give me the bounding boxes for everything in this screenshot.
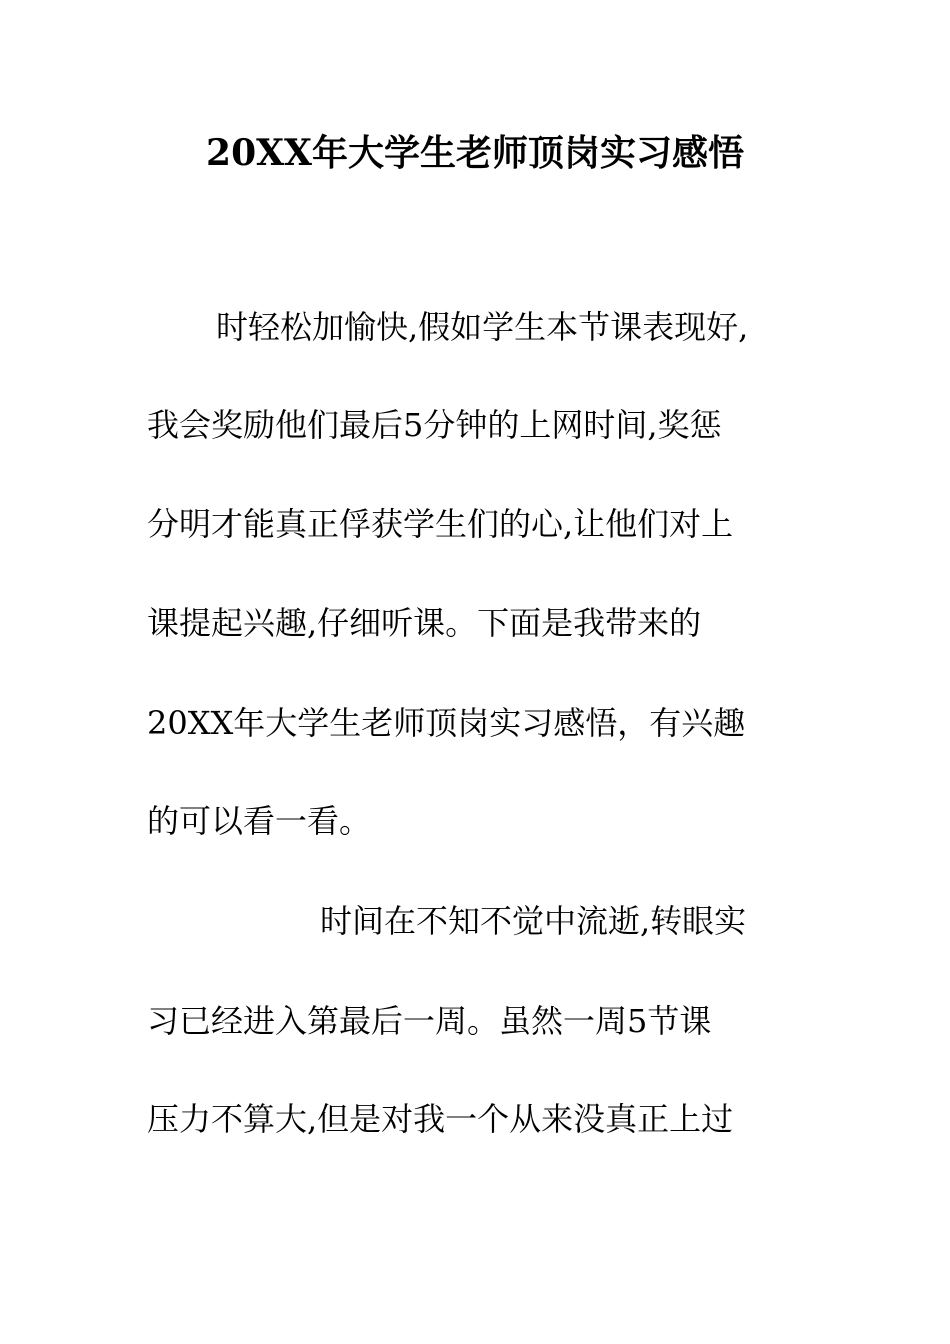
paragraph-line: 压力不算大,但是对我一个从来没真正上过 xyxy=(147,1100,734,1138)
document-title: 20XX年大学生老师顶岗实习感悟 xyxy=(206,132,744,174)
paragraph-line: 习已经进入第最后一周。虽然一周5节课 xyxy=(147,1002,712,1040)
paragraph-line: 的可以看一看。 xyxy=(147,802,372,840)
paragraph-line: 20XX年大学生老师顶岗实习感悟，有兴趣 xyxy=(147,704,746,742)
paragraph-line: 分明才能真正俘获学生们的心,让他们对上 xyxy=(147,505,734,543)
paragraph-line: 我会奖励他们最后5分钟的上网时间,奖惩 xyxy=(147,406,722,444)
paragraph-line: 课提起兴趣,仔细听课。下面是我带来的 xyxy=(147,604,702,642)
paragraph-line: 时间在不知不觉中流逝,转眼实 xyxy=(320,902,747,940)
paragraph-line: 时轻松加愉快,假如学生本节课表现好, xyxy=(216,308,749,346)
